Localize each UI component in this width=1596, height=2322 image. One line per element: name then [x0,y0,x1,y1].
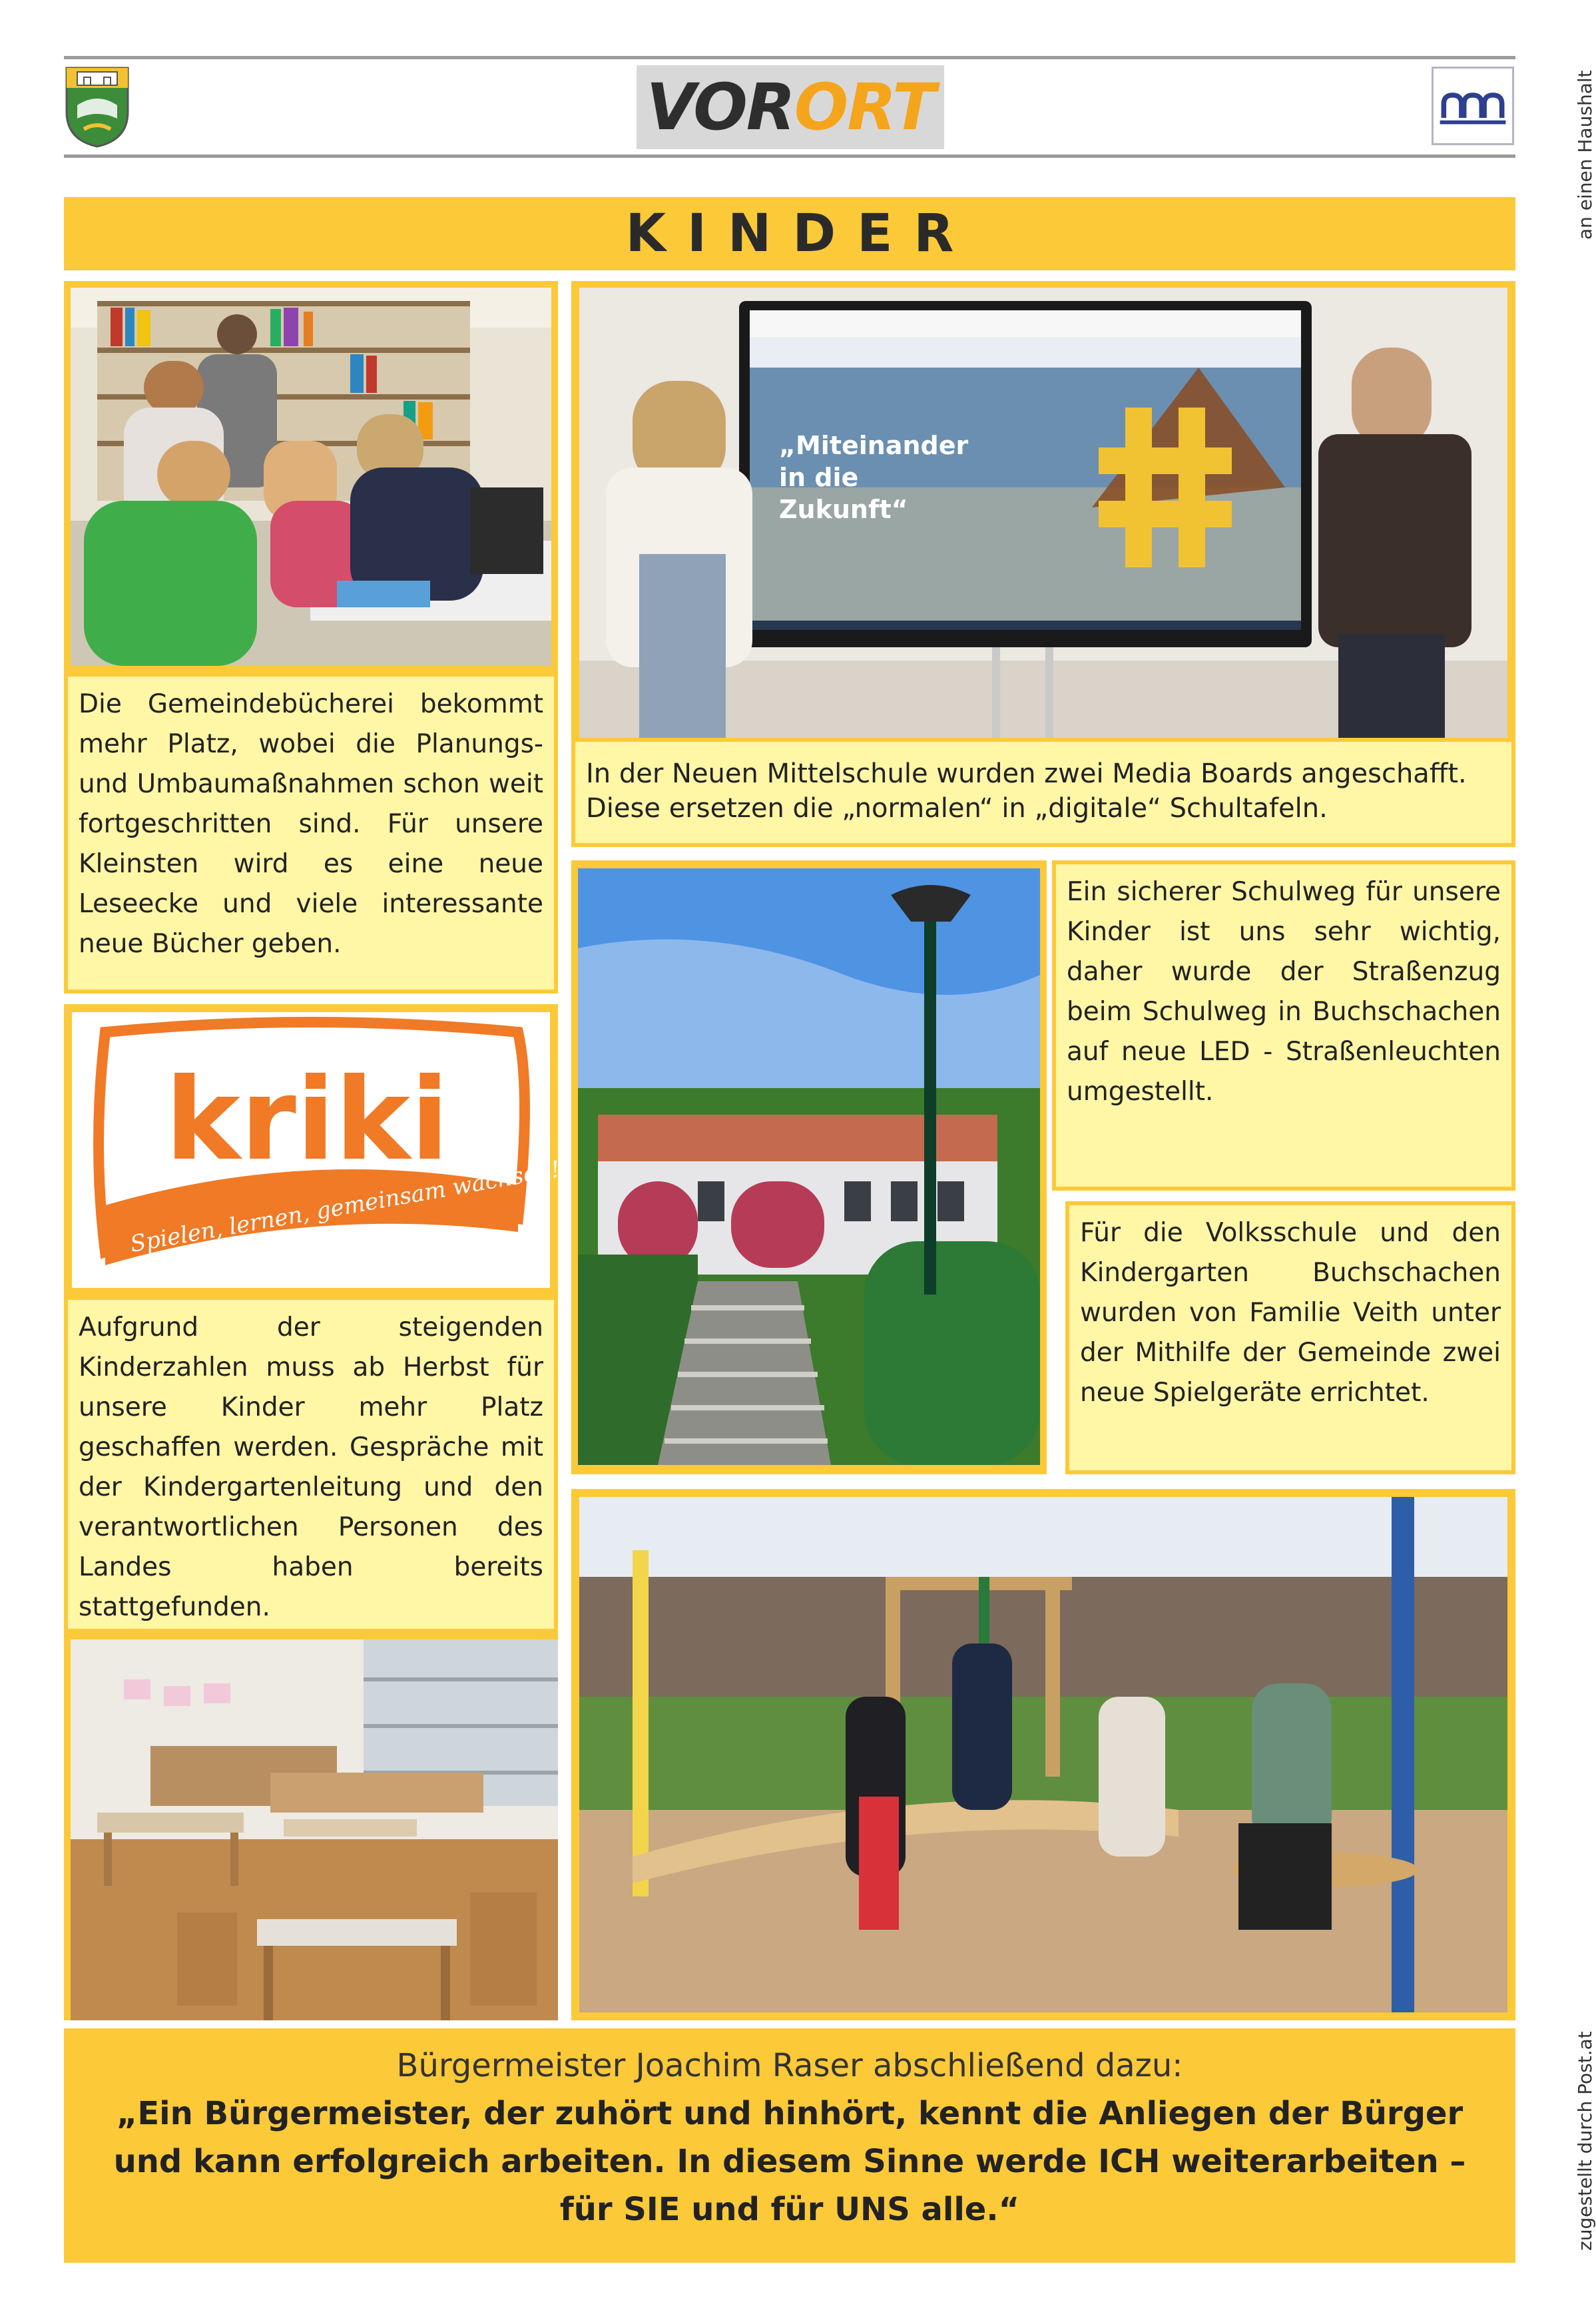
masthead-ort: ORT [794,70,935,145]
kindergarten-photo [71,1639,558,2020]
library-text: Die Gemeindebücherei bekommt mehr Platz, wobei die Planungs- und Umbaumaßnahmen schon weit fortgeschritten sind. Für unsere Kleinsten wird es eine neue Leseecke und viele interessante neue Bücher geben. [79,689,543,959]
kriki-text: Aufgrund der steigenden Kinderzahlen muss ab Herbst für unsere Kinder mehr Platz geschaffen werden. Gespräche mit der Kindergartenleitung und den verantwortlichen Personen des Landes haben bereits stattgefunden. [79,1312,543,1622]
media-board-photo [579,288,1507,740]
media-board-text-box [571,738,1515,847]
school-street-photo-frame [571,860,1047,1474]
masthead-logo [637,65,944,149]
school-way-text: Ein sicherer Schulweg für unsere Kinder ist uns sehr wichtig, daher wurde der Straßenzug beim Schulweg in Buchschachen auf neue LED - Straßenleuchten umgestellt. [1067,877,1501,1107]
kriki-text-box [64,1296,558,1633]
library-photo [71,288,551,666]
school-arch-logo-icon [1432,67,1514,145]
municipal-crest-icon [64,65,131,149]
mayor-quote-box [64,2028,1515,2263]
mayor-quote-body: „Ein Bürgermeister, der zuhört und hinhört, kennt die Anliegen der Bürger und kann erfolgreich arbeiten. In diesem Sinne werde ICH weiterarbeiten – für SIE und für UNS alle.“ [113,2095,1466,2228]
kriki-logo [72,1012,563,1288]
svg-text:Spielen, lernen, gemeinsam wac: Spielen, lernen, gemeinsam wachsen! [128,1155,563,1258]
library-photo-frame [64,281,558,673]
playground-text: Für die Volksschule und den Kindergarten Buchschachen wurden von Familie Veith unter der Mithilfe der Gemeinde zwei neue Spielgeräte errichtet. [1080,1218,1501,1408]
section-title: KINDER [625,204,975,264]
kindergarten-photo-frame [64,1633,558,2020]
header-rule-top [64,56,1515,59]
mayor-quote-lead: Bürgermeister Joachim Raser abschließend dazu: [396,2047,1183,2084]
svg-text:„Miteinander: „Miteinander [779,431,969,460]
school-way-text-box [1052,860,1515,1191]
library-text-box [64,673,558,994]
svg-text:kriki: kriki [165,1054,449,1186]
playground-text-box [1065,1201,1515,1474]
playground-photo [579,1497,1507,2012]
playground-photo-frame [571,1489,1515,2020]
school-street-photo [578,868,1040,1465]
svg-text:in die: in die [779,463,859,492]
header-rule-bottom [64,154,1515,158]
side-note-bottom: zugestellt durch Post.at [1574,2031,1596,2251]
svg-text:Zukunft“: Zukunft“ [779,495,908,524]
masthead-vor: VOR [646,70,794,145]
media-board-text: In der Neuen Mittelschule wurden zwei Media Boards angeschafft. Diese ersetzen die „normalen“ in „digitale“ Schultafeln. [586,758,1467,824]
kriki-logo-frame [64,1004,563,1296]
side-note-top: an einen Haushalt [1574,70,1596,240]
media-board-photo-frame [571,281,1515,738]
section-title-band [64,197,1515,270]
